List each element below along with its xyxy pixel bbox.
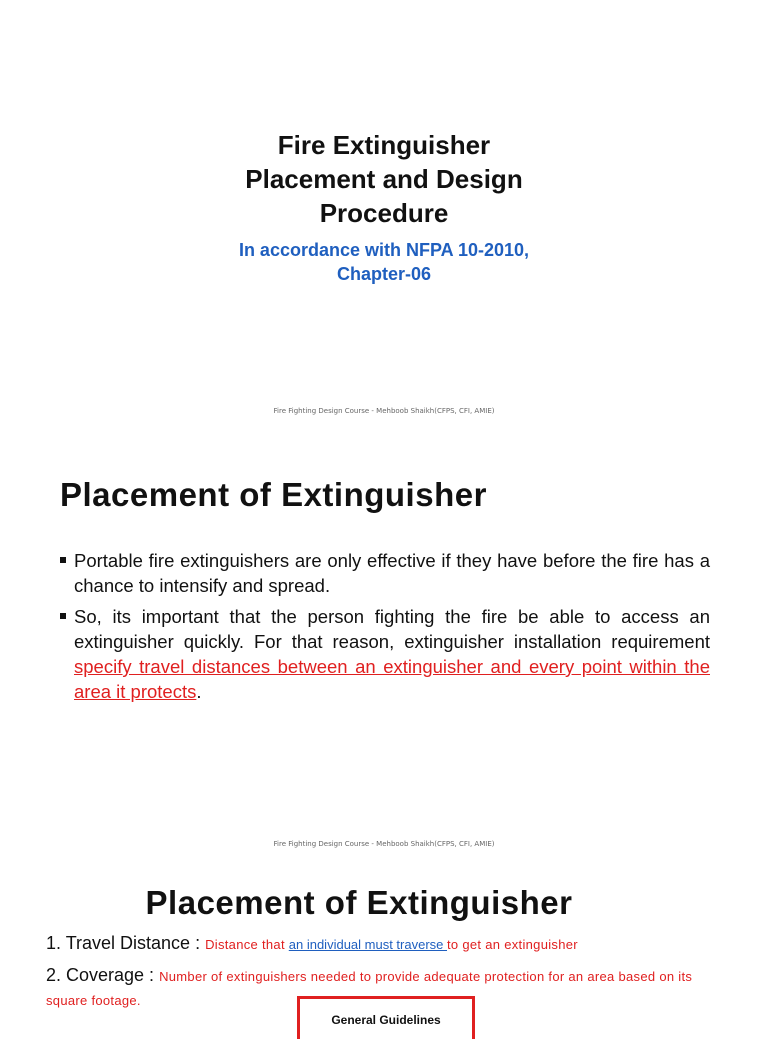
highlighted-text: specify travel distances between an extinguisher and every point within the area it protects bbox=[74, 656, 710, 702]
bullet-text: Portable fire extinguishers are only effective if they have before the fire has a chance to intensify and spread. bbox=[74, 550, 710, 596]
item-definition: Distance that bbox=[205, 937, 289, 952]
item-label: 2. Coverage : bbox=[46, 965, 160, 985]
item-definition: Number of extinguishers needed to provide adequate protection for an area based on its square footage. bbox=[46, 969, 693, 1008]
title-line: Fire Extinguisher bbox=[277, 130, 491, 160]
travel-distance-item bbox=[46, 932, 726, 956]
bullet-item bbox=[60, 604, 710, 704]
subtitle-line: In accordance with NFPA 10-2010, bbox=[238, 240, 530, 260]
subtitle-line: Chapter-06 bbox=[336, 264, 432, 284]
slide-placement bbox=[0, 432, 768, 852]
general-guidelines-box bbox=[297, 996, 475, 1039]
main-title bbox=[0, 128, 768, 230]
slide-footer: Fire Fighting Design Course - Mehboob Shaikh(CFPS, CFI, AMIE) bbox=[273, 840, 495, 848]
slide-title bbox=[0, 0, 768, 430]
square-bullet-icon bbox=[60, 613, 66, 619]
bullet-text: So, its important that the person fighting the fire be able to access an extinguisher quickly. For that reason, extinguisher installation requirement bbox=[74, 606, 710, 652]
title-line: Procedure bbox=[319, 198, 449, 228]
square-bullet-icon bbox=[60, 557, 66, 563]
slide-footer: Fire Fighting Design Course - Mehboob Shaikh(CFPS, CFI, AMIE) bbox=[273, 407, 495, 415]
item-definition-emphasis: an individual must traverse bbox=[288, 937, 448, 952]
bullet-item bbox=[60, 548, 710, 598]
item-label: 1. Travel Distance : bbox=[46, 933, 206, 953]
bullet-list bbox=[60, 548, 710, 710]
slide-title: Placement of Extinguisher bbox=[145, 884, 573, 921]
slide-placement-criteria bbox=[0, 852, 768, 1027]
box-label: General Guidelines bbox=[331, 1013, 441, 1027]
slide-title: Placement of Extinguisher bbox=[60, 476, 487, 513]
title-line: Placement and Design bbox=[245, 164, 523, 194]
subtitle bbox=[0, 238, 768, 286]
bullet-text-end: . bbox=[196, 681, 202, 702]
item-definition: to get an extinguisher bbox=[447, 937, 578, 952]
